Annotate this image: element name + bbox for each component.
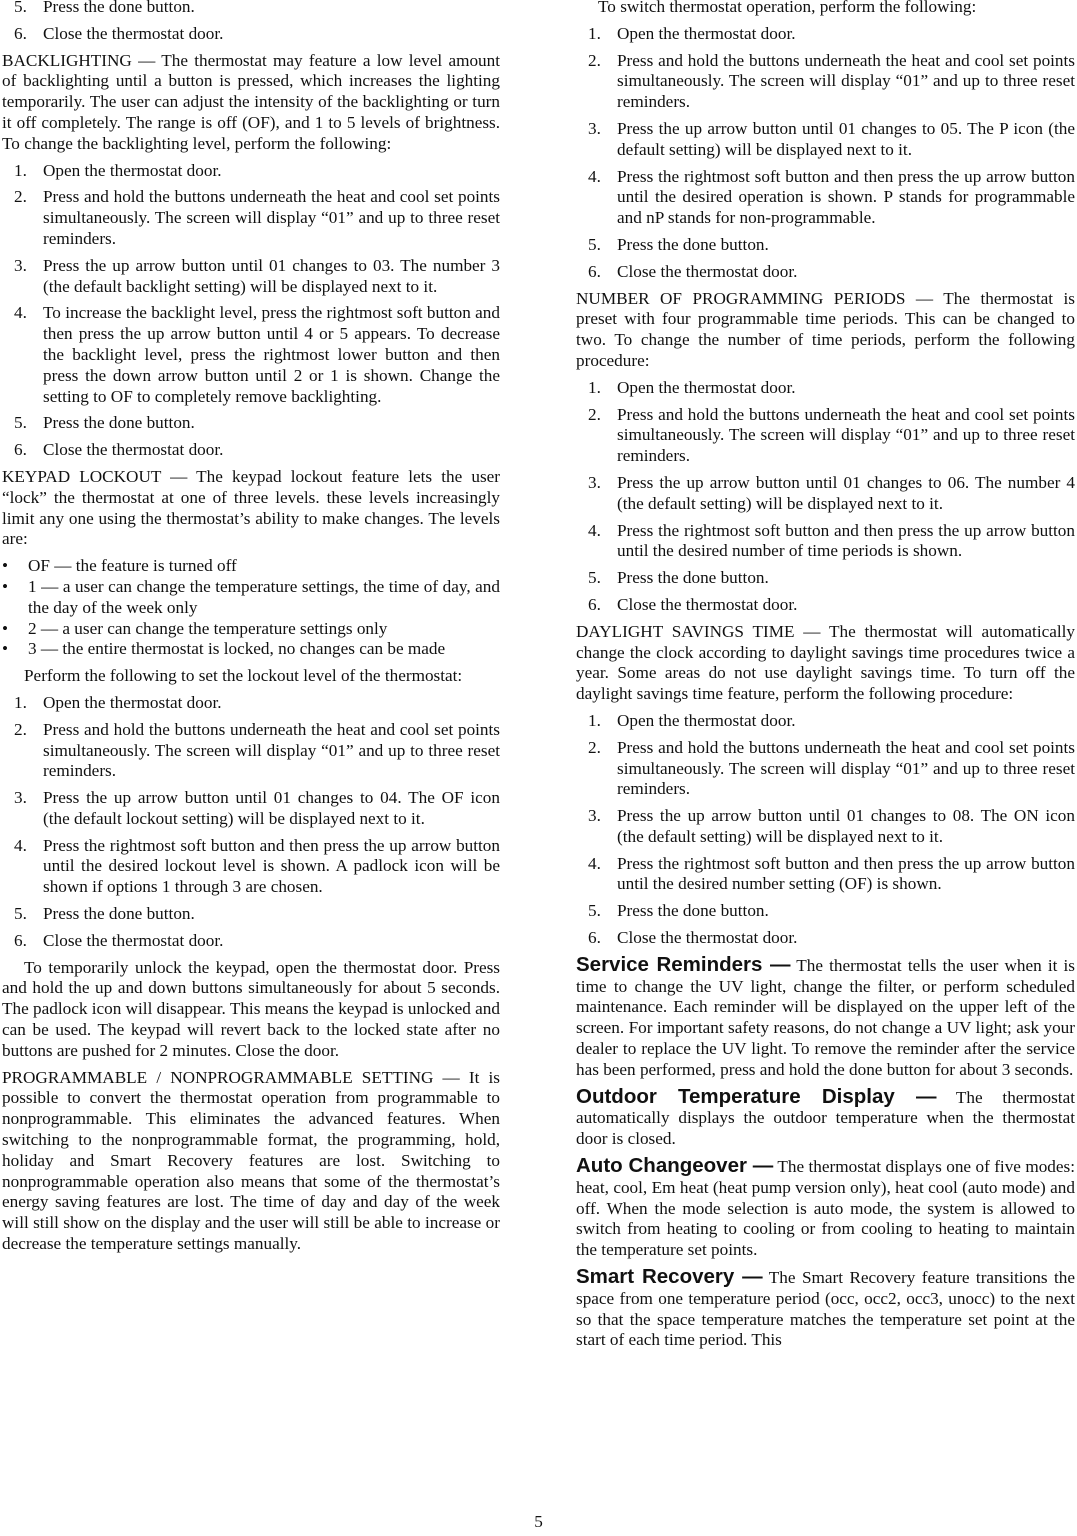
- list-item: 2. Press and hold the buttons underneath the heat and cool set points simultaneously. The screen will display “01” and up to three reset reminders.: [588, 404, 1075, 466]
- smart-recovery-paragraph: Smart Recovery — The Smart Recovery feature transitions the space from one temperature period (occ, occ2, occ3, unocc) to the next so that the space temperature matches the temperature set point at the start of each time period. This: [576, 1265, 1075, 1350]
- backlighting-steps: [2, 161, 500, 461]
- list-item: 1. Open the thermostat door.: [14, 160, 222, 180]
- right-column: [576, 0, 1075, 1357]
- list-item: • 1 — a user can change the temperature settings, the time of day, and the day of the week only: [2, 576, 500, 617]
- list-item: 4. To increase the backlight level, press the rightmost soft button and then press the up arrow button until 4 or 5 appears. To decrease the backlight level, press the rightmost lower button and then press the down arrow button until 2 or 1 is shown. Change the setting to OF to completely remove backlighting.: [14, 303, 500, 406]
- list-item: 3. Press the up arrow button until 01 changes to 08. The ON icon (the default setting) will be displayed next to it.: [588, 806, 1075, 846]
- smart-recovery-heading: Smart Recovery —: [576, 1265, 763, 1289]
- keypad-lockout-intro: KEYPAD LOCKOUT — The keypad lockout feature lets the user “lock” the thermostat at one of three levels. these levels increasingly limit any one using the thermostat’s ability to make changes. The levels are:: [2, 466, 500, 549]
- list-item: 4. Press the rightmost soft button and then press the up arrow button until the desired number setting (OF) is shown.: [588, 853, 1075, 894]
- list-item: 5. Press the done button.: [588, 901, 769, 921]
- list-item: 6. Close the thermostat door.: [14, 930, 224, 950]
- top-steps-list: [2, 0, 500, 45]
- list-item: 1. Open the thermostat door.: [588, 377, 796, 397]
- list-item: 3. Press the up arrow button until 01 changes to 05. The P icon (the default setting) will be displayed next to it.: [588, 118, 1075, 159]
- list-item: 5. Press the done button.: [588, 568, 769, 588]
- daylight-intro: DAYLIGHT SAVINGS TIME — The thermostat will automatically change the clock according to daylight savings time procedures twice a year. Some areas do not use daylight savings time. To turn off the daylight savings time feature, perform the following procedure:: [576, 621, 1075, 704]
- unlock-paragraph: To temporarily unlock the keypad, open the thermostat door. Press and hold the up and down buttons simultaneously for about 5 seconds. The padlock icon will disappear. This means the keypad is unlocked and can be used. The keypad will revert back to the locked state after no buttons are pushed for 2 minutes. Close the door.: [2, 957, 500, 1060]
- periods-intro: NUMBER OF PROGRAMMING PERIODS — The thermostat is preset with four programmable time periods. This can be changed to two. To change the number of time periods, perform the following procedure:: [576, 288, 1075, 370]
- outdoor-temperature-heading: Outdoor Temperature Display —: [576, 1084, 937, 1108]
- daylight-steps: [576, 711, 1075, 949]
- list-item: • 2 — a user can change the temperature settings only: [2, 618, 388, 638]
- outdoor-temperature-paragraph: Outdoor Temperature Display — The thermostat automatically displays the outdoor temperature when the thermostat door is closed.: [576, 1084, 1075, 1149]
- left-column: [2, 0, 500, 1261]
- lockout-perform-text: Perform the following to set the lockout level of the thermostat:: [24, 666, 463, 686]
- list-item: 6. Close the thermostat door.: [14, 23, 224, 43]
- list-item: • 3 — the entire thermostat is locked, no changes can be made: [2, 639, 446, 659]
- auto-changeover-heading: Auto Changeover —: [576, 1154, 774, 1178]
- list-item: 6. Close the thermostat door.: [588, 594, 798, 614]
- list-item: • OF — the feature is turned off: [2, 556, 237, 576]
- service-reminders-heading: Service Reminders —: [576, 952, 791, 976]
- list-item: 5. Press the done button.: [588, 234, 769, 254]
- list-item: 1. Open the thermostat door.: [14, 692, 222, 712]
- programmable-paragraph: PROGRAMMABLE / NONPROGRAMMABLE SETTING — It is possible to convert the thermostat operation from programmable to nonprogrammable. This eliminates the advanced features. When switching to the nonprogrammable format, the programming, hold, holiday and Smart Recovery features are lost. Switching to nonprogrammable operation also means that some of the thermostat’s energy saving features are lost. The time of day and day of the week will still show on the display and the user will still be able to increase or decrease the temperature settings manually.: [2, 1067, 500, 1254]
- page-number: 5: [534, 1512, 543, 1531]
- backlighting-intro: BACKLIGHTING — The thermostat may feature a low level amount of backlighting until a button is pressed, which increases the lighting temporarily. The user can adjust the intensity of the backlighting or turn it off completely. The range is off (OF), and 1 to 5 levels of brightness. To change the backlighting level, perform the following:: [2, 50, 500, 153]
- switch-intro: To switch thermostat operation, perform the following:: [598, 0, 977, 16]
- list-item: 5. Press the done button.: [14, 904, 195, 924]
- list-item: 3. Press the up arrow button until 01 changes to 03. The number 3 (the default backlight setting) will be displayed next to it.: [14, 255, 500, 296]
- list-item: 6. Close the thermostat door.: [588, 261, 798, 281]
- list-item: 2. Press and hold the buttons underneath the heat and cool set points simultaneously. The screen will display “01” and up to three reset reminders.: [588, 737, 1075, 799]
- list-item: 4. Press the rightmost soft button and then press the up arrow button until the desired operation is shown. P stands for programmable and nP stands for non-programmable.: [588, 166, 1075, 228]
- list-item: 1. Open the thermostat door.: [588, 710, 796, 730]
- list-item: 4. Press the rightmost soft button and then press the up arrow button until the desired lockout level is shown. A padlock icon will be shown if options 1 through 3 are chosen.: [14, 835, 500, 897]
- switch-steps: [576, 24, 1075, 283]
- service-reminders-paragraph: Service Reminders — The thermostat tells the user when it is time to change the UV light, change the filter, or perform scheduled maintenance. Each reminder will be displayed on the upper left of the screen. For important safety reasons, do not change a UV light; ask your dealer to replace the UV light. To remove the reminder after the service has been performed, press and hold the done button for about 3 seconds.: [576, 952, 1075, 1079]
- list-item: 5. Press the done button.: [14, 0, 195, 16]
- list-item: 3. Press the up arrow button until 01 changes to 04. The OF icon (the default lockout setting) will be displayed next to it.: [14, 788, 500, 828]
- list-item: 6. Close the thermostat door.: [14, 440, 224, 460]
- list-item: 2. Press and hold the buttons underneath the heat and cool set points simultaneously. The screen will display “01” and up to three reset reminders.: [14, 719, 500, 781]
- list-item: 6. Close the thermostat door.: [588, 928, 798, 948]
- lockout-levels-list: [2, 556, 500, 660]
- auto-changeover-paragraph: Auto Changeover — The thermostat displays one of five modes: heat, cool, Em heat (heat pump version only), heat cool (auto mode) and off. When the mode selection is auto mode, the system is allowed to switch from heating to cooling or from cooling to heating to maintain the temperature set points.: [576, 1154, 1075, 1260]
- periods-steps: [576, 378, 1075, 616]
- list-item: 3. Press the up arrow button until 01 changes to 06. The number 4 (the default setting) will be displayed next to it.: [588, 472, 1075, 513]
- list-item: 4. Press the rightmost soft button and then press the up arrow button until the desired number of time periods is shown.: [588, 520, 1075, 561]
- list-item: 1. Open the thermostat door.: [588, 23, 796, 43]
- list-item: 2. Press and hold the buttons underneath the heat and cool set points simultaneously. The screen will display “01” and up to three reset reminders.: [588, 50, 1075, 112]
- list-item: 2. Press and hold the buttons underneath the heat and cool set points simultaneously. The screen will display “01” and up to three reset reminders.: [14, 187, 500, 248]
- list-item: 5. Press the done button.: [14, 413, 195, 433]
- lockout-steps: [2, 693, 500, 952]
